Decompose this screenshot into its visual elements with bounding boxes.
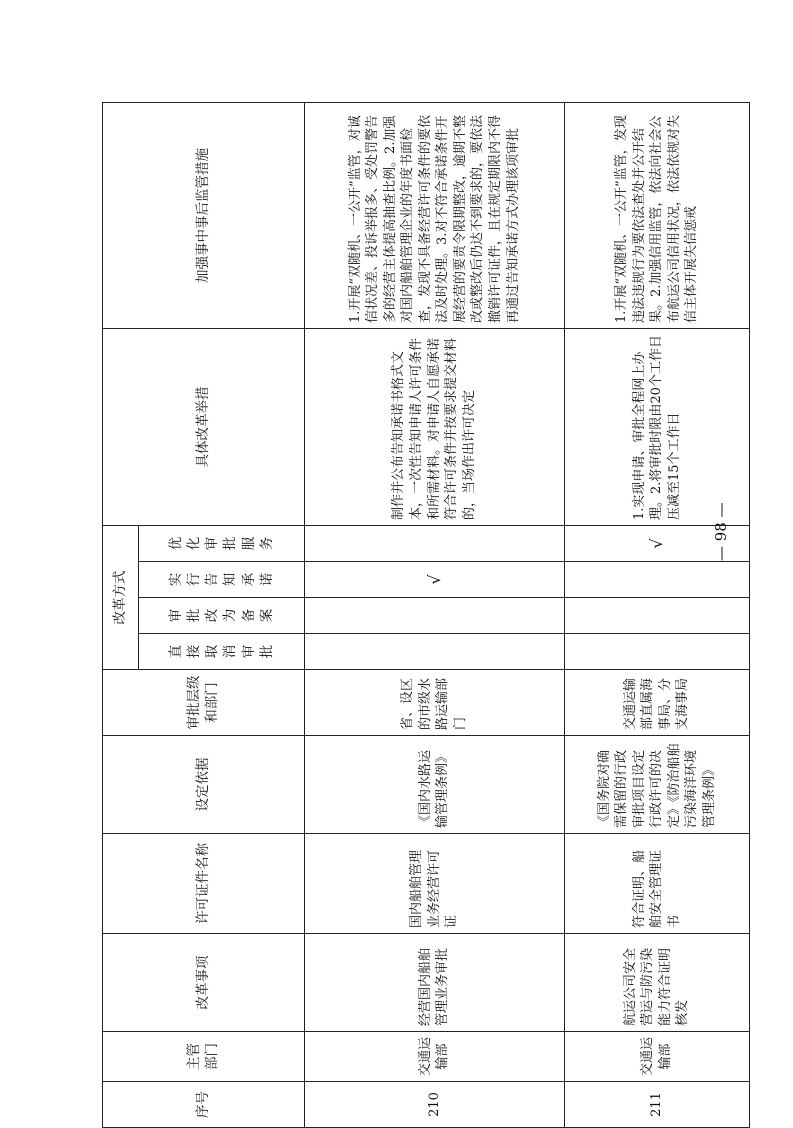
cell-seq: 210 xyxy=(304,1082,564,1128)
header-mode-optimize: 优化审批服务 xyxy=(138,526,304,562)
header-row-1 xyxy=(103,103,139,1128)
cell-mode-cancel xyxy=(304,634,564,670)
header-dept: 主管部门 xyxy=(103,1032,305,1082)
cell-basis: 《国务院对确需保留的行政审批项目设定行政许可的决定》《防治船舶污染海洋环境管理条例》 xyxy=(564,736,749,834)
cell-measures: 制作并公布告知承诺书格式文本，一次性告知申请人许可条件和所需材料。对申请人自愿承诺符合许可条件并按要求提交材料的，当场作出许可决定 xyxy=(304,329,564,526)
cell-mode-filing xyxy=(304,598,564,634)
header-basis: 设定依据 xyxy=(103,736,305,834)
cell-level: 省、设区的市级水路运输部门 xyxy=(304,670,564,736)
cell-mode-optimize xyxy=(304,526,564,562)
header-mode-commitment: 实行告知承诺 xyxy=(138,562,304,598)
table-row xyxy=(304,103,564,1128)
cell-level: 交通运输部直属海事局、分支海事局 xyxy=(564,670,749,736)
cell-mode-optimize: √ xyxy=(564,526,749,562)
cell-mode-commitment: √ xyxy=(304,562,564,598)
cell-mode-commitment xyxy=(564,562,749,598)
header-mode: 改革方式 xyxy=(103,526,139,670)
cell-mode-cancel xyxy=(564,634,749,670)
cell-license: 国内船舶管理业务经营许可证 xyxy=(304,834,564,934)
header-item: 改革事项 xyxy=(103,934,305,1032)
cell-supervision: 1.开展“双随机、一公开”监管，对诚信状况差、投诉举报多、受处罚警告多的经营主体提高抽查比例。2.加强对国内船舶管理企业的年度书面检查，发现不具备经营许可条件的要依法及时处理。3.对不符合承诺条件开展经营的要责令限期整改，逾期不整改或整改后仍达不到要求的，要依法撤销许可证件，且在规定期限内不得再通过告知承诺方式办理该项审批 xyxy=(304,103,564,329)
header-measures: 具体改革举措 xyxy=(103,329,305,526)
cell-license: 符合证明、船舶安全管理证书 xyxy=(564,834,749,934)
cell-dept: 交通运输部 xyxy=(304,1032,564,1082)
header-mode-cancel: 直接取消审批 xyxy=(138,634,304,670)
rotated-table-wrapper xyxy=(102,103,750,1128)
page-number: — 98 — xyxy=(712,502,730,561)
cell-basis: 《国内水路运输管理条例》 xyxy=(304,736,564,834)
header-supervision: 加强事中事后监管措施 xyxy=(103,103,305,329)
header-seq: 序号 xyxy=(103,1082,305,1128)
cell-item: 经营国内船舶管理业务审批 xyxy=(304,934,564,1032)
cell-seq: 211 xyxy=(564,1082,749,1128)
reform-table xyxy=(102,102,750,1128)
header-license: 许可证件名称 xyxy=(103,834,305,934)
cell-item: 航运公司安全营运与防污染能力符合证明核发 xyxy=(564,934,749,1032)
cell-mode-filing xyxy=(564,598,749,634)
cell-measures: 1.实现申请、审批全程网上办理。2.将审批时限由20个工作日压减至15个工作日 xyxy=(564,329,749,526)
cell-supervision: 1.开展“双随机、一公开”监管，发现违法违规行为要依法查处并公开结果。2.加强信用监管，依法向社会公布航运公司信用状况，依法依规对失信主体开展失信惩戒 xyxy=(564,103,749,329)
table-row xyxy=(564,103,749,1128)
cell-dept: 交通运输部 xyxy=(564,1032,749,1082)
header-mode-filing: 审批改为备案 xyxy=(138,598,304,634)
header-level: 审批层级和部门 xyxy=(103,670,305,736)
